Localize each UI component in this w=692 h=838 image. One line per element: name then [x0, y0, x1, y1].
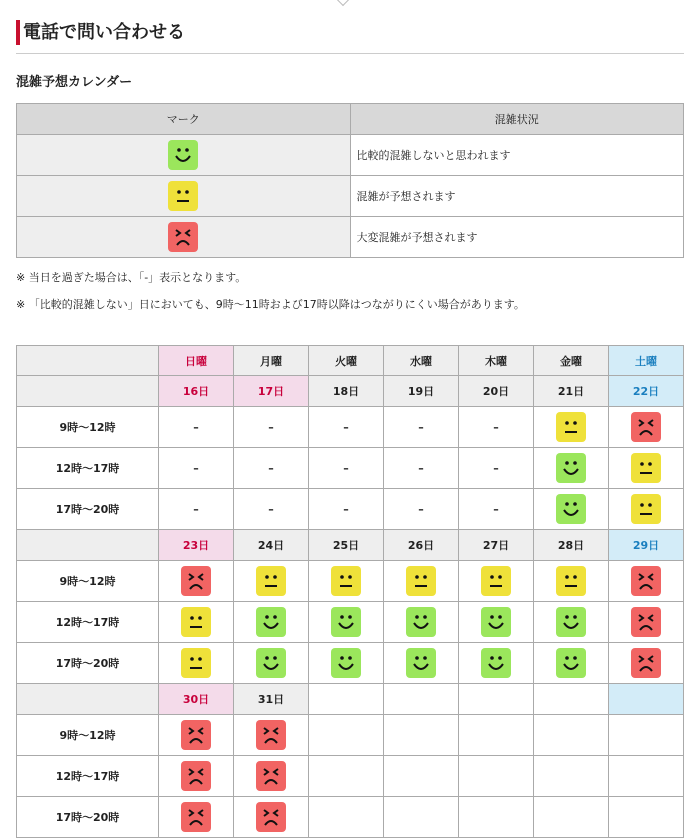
date-cell [384, 684, 459, 715]
status-cell: – [459, 407, 534, 448]
status-cell [609, 643, 684, 684]
smile-face-icon [481, 648, 511, 678]
time-slot-label: 9時～12時 [17, 715, 159, 756]
legend-table [16, 103, 684, 258]
legend-text: 比較的混雑しないと思われます [350, 135, 684, 176]
weekday-header: 水曜 [384, 346, 459, 376]
legend-row [17, 217, 684, 258]
status-cell [159, 715, 234, 756]
empty-cell [459, 756, 534, 797]
time-slot-row [17, 643, 684, 684]
status-cell: – [384, 448, 459, 489]
weekday-header: 木曜 [459, 346, 534, 376]
smile-face-icon [256, 648, 286, 678]
status-cell [384, 561, 459, 602]
smile-face-icon [406, 607, 436, 637]
date-cell [534, 684, 609, 715]
status-cell [609, 407, 684, 448]
congestion-calendar [16, 345, 684, 838]
time-slot-label: 12時～17時 [17, 448, 159, 489]
date-cell: 22日 [609, 376, 684, 407]
status-cell: – [309, 448, 384, 489]
frown-face-icon [631, 566, 661, 596]
time-slot-row [17, 756, 684, 797]
neutral-face-icon [256, 566, 286, 596]
status-cell: – [309, 489, 384, 530]
neutral-face-icon [168, 181, 198, 211]
empty-cell [309, 756, 384, 797]
corner-cell [17, 346, 159, 376]
empty-cell [534, 715, 609, 756]
frown-face-icon [181, 720, 211, 750]
status-cell [309, 643, 384, 684]
date-cell [459, 684, 534, 715]
status-cell [534, 561, 609, 602]
status-cell: – [309, 407, 384, 448]
date-cell: 23日 [159, 530, 234, 561]
time-slot-label: 17時～20時 [17, 489, 159, 530]
status-cell [534, 407, 609, 448]
time-slot-row [17, 407, 684, 448]
neutral-face-icon [556, 412, 586, 442]
time-slot-row [17, 448, 684, 489]
status-cell [534, 643, 609, 684]
weekday-header: 火曜 [309, 346, 384, 376]
frown-face-icon [168, 222, 198, 252]
legend-row [17, 135, 684, 176]
status-cell [159, 561, 234, 602]
neutral-face-icon [631, 453, 661, 483]
date-cell: 25日 [309, 530, 384, 561]
weekday-header: 月曜 [234, 346, 309, 376]
empty-cell [309, 715, 384, 756]
section-title: 混雑予想カレンダー [16, 75, 133, 90]
status-cell [234, 602, 309, 643]
status-cell [384, 602, 459, 643]
status-cell [309, 561, 384, 602]
weekday-header: 日曜 [159, 346, 234, 376]
empty-cell [384, 797, 459, 838]
empty-cell [534, 797, 609, 838]
smile-face-icon [331, 607, 361, 637]
date-row [17, 530, 684, 561]
page-title: 電話で問い合わせる [16, 20, 185, 45]
date-cell: 30日 [159, 684, 234, 715]
time-slot-label: 9時～12時 [17, 561, 159, 602]
frown-face-icon [631, 648, 661, 678]
date-cell: 24日 [234, 530, 309, 561]
frown-face-icon [631, 412, 661, 442]
smile-face-icon [256, 607, 286, 637]
date-cell: 28日 [534, 530, 609, 561]
status-cell [159, 756, 234, 797]
time-slot-label: 12時～17時 [17, 602, 159, 643]
frown-face-icon [256, 802, 286, 832]
empty-cell [459, 797, 534, 838]
frown-face-icon [256, 720, 286, 750]
status-cell [234, 797, 309, 838]
date-cell: 18日 [309, 376, 384, 407]
status-cell [309, 602, 384, 643]
status-cell [234, 643, 309, 684]
frown-face-icon [181, 761, 211, 791]
status-cell [534, 448, 609, 489]
status-cell [459, 602, 534, 643]
empty-cell [609, 715, 684, 756]
status-cell [534, 602, 609, 643]
corner-cell [17, 530, 159, 561]
status-cell [159, 602, 234, 643]
status-cell [609, 602, 684, 643]
status-cell: – [234, 489, 309, 530]
empty-cell [609, 797, 684, 838]
legend-row [17, 176, 684, 217]
date-cell [309, 684, 384, 715]
status-cell: – [159, 407, 234, 448]
status-cell [234, 756, 309, 797]
date-cell: 26日 [384, 530, 459, 561]
chevron-down-icon [336, 0, 350, 6]
smile-face-icon [168, 140, 198, 170]
status-cell: – [459, 448, 534, 489]
date-row [17, 684, 684, 715]
frown-face-icon [181, 566, 211, 596]
frown-face-icon [256, 761, 286, 791]
divider [16, 53, 684, 54]
empty-cell [609, 756, 684, 797]
date-cell: 31日 [234, 684, 309, 715]
neutral-face-icon [181, 607, 211, 637]
status-cell [234, 561, 309, 602]
weekday-header: 金曜 [534, 346, 609, 376]
corner-cell [17, 684, 159, 715]
time-slot-label: 12時～17時 [17, 756, 159, 797]
legend-header-mark: マーク [17, 104, 351, 135]
date-cell [609, 684, 684, 715]
time-slot-row [17, 797, 684, 838]
status-cell: – [234, 407, 309, 448]
status-cell: – [384, 489, 459, 530]
time-slot-row [17, 715, 684, 756]
smile-face-icon [556, 648, 586, 678]
status-cell: – [234, 448, 309, 489]
status-cell [459, 643, 534, 684]
frown-face-icon [631, 607, 661, 637]
empty-cell [534, 756, 609, 797]
smile-face-icon [481, 607, 511, 637]
status-cell [609, 448, 684, 489]
time-slot-label: 9時～12時 [17, 407, 159, 448]
status-cell: – [159, 448, 234, 489]
note: ※ 「比較的混雑しない」日においても、9時～11時および17時以降はつながりにくい場合があります。 [16, 298, 525, 311]
date-cell: 21日 [534, 376, 609, 407]
time-slot-row [17, 602, 684, 643]
date-cell: 16日 [159, 376, 234, 407]
status-cell [159, 643, 234, 684]
status-cell: – [384, 407, 459, 448]
neutral-face-icon [481, 566, 511, 596]
empty-cell [384, 756, 459, 797]
time-slot-label: 17時～20時 [17, 643, 159, 684]
neutral-face-icon [406, 566, 436, 596]
legend-header-status: 混雑状況 [350, 104, 684, 135]
status-cell [234, 715, 309, 756]
empty-cell [459, 715, 534, 756]
status-cell [159, 797, 234, 838]
date-cell: 19日 [384, 376, 459, 407]
smile-face-icon [556, 494, 586, 524]
status-cell [384, 643, 459, 684]
note: ※ 当日を過ぎた場合は、「-」表示となります。 [16, 271, 247, 284]
neutral-face-icon [331, 566, 361, 596]
corner-cell [17, 376, 159, 407]
status-cell: – [459, 489, 534, 530]
date-cell: 27日 [459, 530, 534, 561]
status-cell [459, 561, 534, 602]
date-cell: 20日 [459, 376, 534, 407]
time-slot-row [17, 489, 684, 530]
time-slot-row [17, 561, 684, 602]
frown-face-icon [181, 802, 211, 832]
smile-face-icon [556, 453, 586, 483]
smile-face-icon [556, 607, 586, 637]
neutral-face-icon [631, 494, 661, 524]
time-slot-label: 17時～20時 [17, 797, 159, 838]
smile-face-icon [331, 648, 361, 678]
smile-face-icon [406, 648, 436, 678]
date-cell: 17日 [234, 376, 309, 407]
neutral-face-icon [181, 648, 211, 678]
status-cell [534, 489, 609, 530]
date-cell: 29日 [609, 530, 684, 561]
legend-text: 大変混雑が予想されます [350, 217, 684, 258]
status-cell [609, 489, 684, 530]
weekday-header-row [17, 346, 684, 376]
weekday-header: 土曜 [609, 346, 684, 376]
legend-text: 混雑が予想されます [350, 176, 684, 217]
neutral-face-icon [556, 566, 586, 596]
status-cell: – [159, 489, 234, 530]
empty-cell [309, 797, 384, 838]
date-row [17, 376, 684, 407]
status-cell [609, 561, 684, 602]
empty-cell [384, 715, 459, 756]
